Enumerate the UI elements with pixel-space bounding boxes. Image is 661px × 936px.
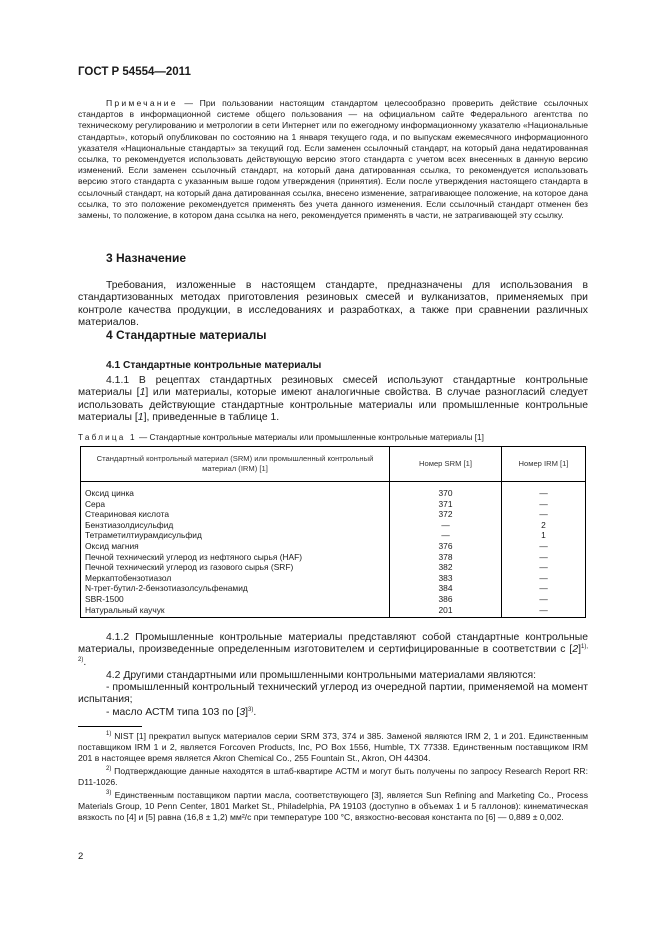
paragraph-4-1-1 [78, 375, 588, 425]
footnote-divider [78, 726, 142, 727]
cell-irm: — [502, 541, 586, 552]
paragraph-4-2: 4.2 Другими стандартными или промышленными контрольными материалами являются: [106, 670, 536, 681]
cell-material: N-трет-бутил-2-бензотиазолсульфенамид [81, 583, 390, 594]
cell-srm: 371 [390, 499, 502, 510]
p412-text-a: 4.1.2 Промышленные контрольные материалы представляют собой стандартные контрольные материалы, произведенные определенным изготовителем и сертифицированные в соответствии с [ [78, 632, 588, 656]
cell-material: Натуральный каучук [81, 605, 390, 618]
item2-text-a: - масло АСТМ типа 103 по [ [106, 707, 240, 718]
cell-irm: — [502, 573, 586, 584]
cell-material: Оксид магния [81, 541, 390, 552]
item2-text-b: ] [245, 707, 248, 718]
reference-link[interactable]: 3 [239, 707, 246, 718]
footnote-3 [78, 790, 588, 824]
p411-text-a: 4.1.1 В рецептах стандартных резиновых смесей используют стандартные контрольные материалы [ [78, 375, 588, 399]
cell-srm: 370 [390, 482, 502, 499]
table-row [81, 509, 586, 520]
cell-srm: 384 [390, 583, 502, 594]
cell-irm: — [502, 499, 586, 510]
cell-irm: 1 [502, 530, 586, 541]
paragraph-4-1-2 [78, 632, 588, 669]
table-row [81, 594, 586, 605]
note-label: Примечание [106, 98, 178, 108]
table-row [81, 499, 586, 510]
cell-material: Печной технический углерод из нефтяного сырья (HAF) [81, 552, 390, 563]
cell-material: Меркаптобензотиазол [81, 573, 390, 584]
table-row [81, 482, 586, 499]
footnote-2 [78, 766, 588, 788]
section-4-heading: 4 Стандартные материалы [106, 328, 267, 342]
table-caption-label: Таблица 1 [78, 433, 137, 442]
note-text: — При пользовании настоящим стандартом целесообразно проверить действие ссылочных стандартов в информационной системе общего пользования — на официальном сайте Федерального агентства по техническому регулированию и метрологии в сети Интернет или по ежегодному информационному указателю «Национальные стандарты», который опубликован по состоянию на 1 января текущего года, и по выпускам ежемесячного информационного указателя «Национальные стандарты» за текущий год. Если заменен ссылочный стандарт, на который дана недатированная ссылка, то рекомендуется использовать действующую версию этого стандарта с учетом всех внесенных в данную версию изменений. Если заменен ссылочный стандарт, на который дана датированная ссылка, то рекомендуется использовать версию этого стандарта с указанным выше годом утверждения (принятия). Если после утверждения настоящего стандарта в ссылочный стандарт, на который дана датированная ссылка, внесено изменение, затрагивающее положение, на которое дана ссылка, то это положение рекомендуется применять без учета данного изменения. Если ссылочный стандарт отменен без замены, то положение, в котором дана ссылка на него, рекомендуется применять в части, не затрагивающей эту ссылку. [78, 98, 588, 221]
table-row [81, 530, 586, 541]
table-body [81, 482, 586, 618]
note-paragraph [78, 98, 588, 221]
column-header-irm: Номер IRM [1] [502, 447, 586, 482]
footnote-text: Подтверждающие данные находятся в штаб-квартире АСТМ и могут быть получены по запросу Research Report RR: D11-1026. [78, 766, 589, 788]
page-number: 2 [78, 851, 84, 862]
cell-irm: — [502, 552, 586, 563]
reference-link[interactable]: 1 [137, 412, 144, 424]
cell-irm: — [502, 605, 586, 618]
cell-srm: — [390, 530, 502, 541]
cell-irm: — [502, 482, 586, 499]
cell-material: SBR-1500 [81, 594, 390, 605]
table-caption [78, 433, 484, 442]
table-row [81, 520, 586, 531]
list-item [78, 707, 588, 719]
table-row [81, 552, 586, 563]
column-header-srm: Номер SRM [1] [390, 447, 502, 482]
cell-srm: 372 [390, 509, 502, 520]
cell-irm: — [502, 583, 586, 594]
footnote-ref[interactable]: 1), 2) [78, 644, 588, 663]
footnote-mark: 2) [106, 766, 112, 772]
cell-irm: — [502, 562, 586, 573]
cell-irm: — [502, 594, 586, 605]
item2-text-c: . [253, 707, 257, 718]
table-row [81, 573, 586, 584]
cell-srm: 386 [390, 594, 502, 605]
cell-material: Тетраметилтиурамдисульфид [81, 530, 390, 541]
footnote-mark: 1) [106, 731, 112, 737]
reference-link[interactable]: 2 [572, 644, 579, 656]
materials-table [80, 446, 586, 618]
section-4-1-heading: 4.1 Стандартные контрольные материалы [106, 360, 322, 371]
section-3-heading: 3 Назначение [106, 251, 187, 265]
section-3-text: Требования, изложенные в настоящем стандарте, предназначены для использования в стандартизованных методах приготовления резиновых смесей и вулканизатов, применяемых при контроле качества продукции, в исследованиях и разработках, а также при сравнении различных материалов. [78, 280, 588, 329]
p412-text-c: . [83, 656, 87, 668]
column-header-material: Стандартный контрольный материал (SRM) или промышленный контрольный материал (IRM) [1] [81, 447, 390, 482]
p412-text-b: ] [578, 644, 581, 656]
cell-irm: 2 [502, 520, 586, 531]
list-item: - промышленный контрольный технический углерод из очередной партии, применяемой на момент испытания; [78, 682, 588, 706]
cell-material: Оксид цинка [81, 482, 390, 499]
cell-irm: — [502, 509, 586, 520]
cell-srm: 201 [390, 605, 502, 618]
table-header-row [81, 447, 586, 482]
footnote-text: Единственным поставщиком партии масла, соответствующего [3], является Sun Refining and Marketing Co., Process Materials Group, 10 Penn Center, 1801 Market St., Philadelphia, PA 19103 (доступно в объемах 1 и 5 галлонов): кинематическая вязкость по [4] и [5] равна (16,8 ± 1,2) мм²/с при температуре 100 °С, вязкостно-весовая константа по [6] — 0,889 ± 0,002. [78, 790, 589, 823]
p411-text-b: ] или материалы, которые имеют аналогичные свойства. В случае разногласий следует использовать действующие стандартные контрольные материалы или промышленные контрольные материалы [ [78, 387, 588, 424]
cell-material: Сера [81, 499, 390, 510]
cell-srm: 383 [390, 573, 502, 584]
table-row [81, 605, 586, 618]
document-id: ГОСТ Р 54554—2011 [78, 66, 191, 78]
table-row [81, 541, 586, 552]
footnote-mark: 3) [106, 790, 112, 796]
cell-material: Стеариновая кислота [81, 509, 390, 520]
table-caption-text: — Стандартные контрольные материалы или промышленные контрольные материалы [1] [136, 433, 484, 442]
cell-material: Печной технический углерод из газового сырья (SRF) [81, 562, 390, 573]
footnote-ref[interactable]: 3) [248, 707, 254, 713]
cell-srm: — [390, 520, 502, 531]
table-row [81, 583, 586, 594]
footnote-text: NIST [1] прекратил выпуск материалов серии SRM 373, 374 и 385. Заменой являются IRM 2, 1 и 201. Единственным поставщиком IRM 1 и 2, является Forcoven Products, Inc, PO Box 1556, Humble, TX 77338. Единственным поставщиком IRM 201 в настоящее время является Akron Chemical Co., 255 Fountain St., Akron, OH 44304. [78, 731, 588, 764]
cell-srm: 378 [390, 552, 502, 563]
table-row [81, 562, 586, 573]
p411-text-c: ], приведенные в таблице 1. [143, 412, 280, 424]
footnote-1 [78, 731, 588, 765]
cell-srm: 382 [390, 562, 502, 573]
cell-srm: 376 [390, 541, 502, 552]
reference-link[interactable]: 1 [139, 387, 146, 399]
cell-material: Бензтиазолдисульфид [81, 520, 390, 531]
